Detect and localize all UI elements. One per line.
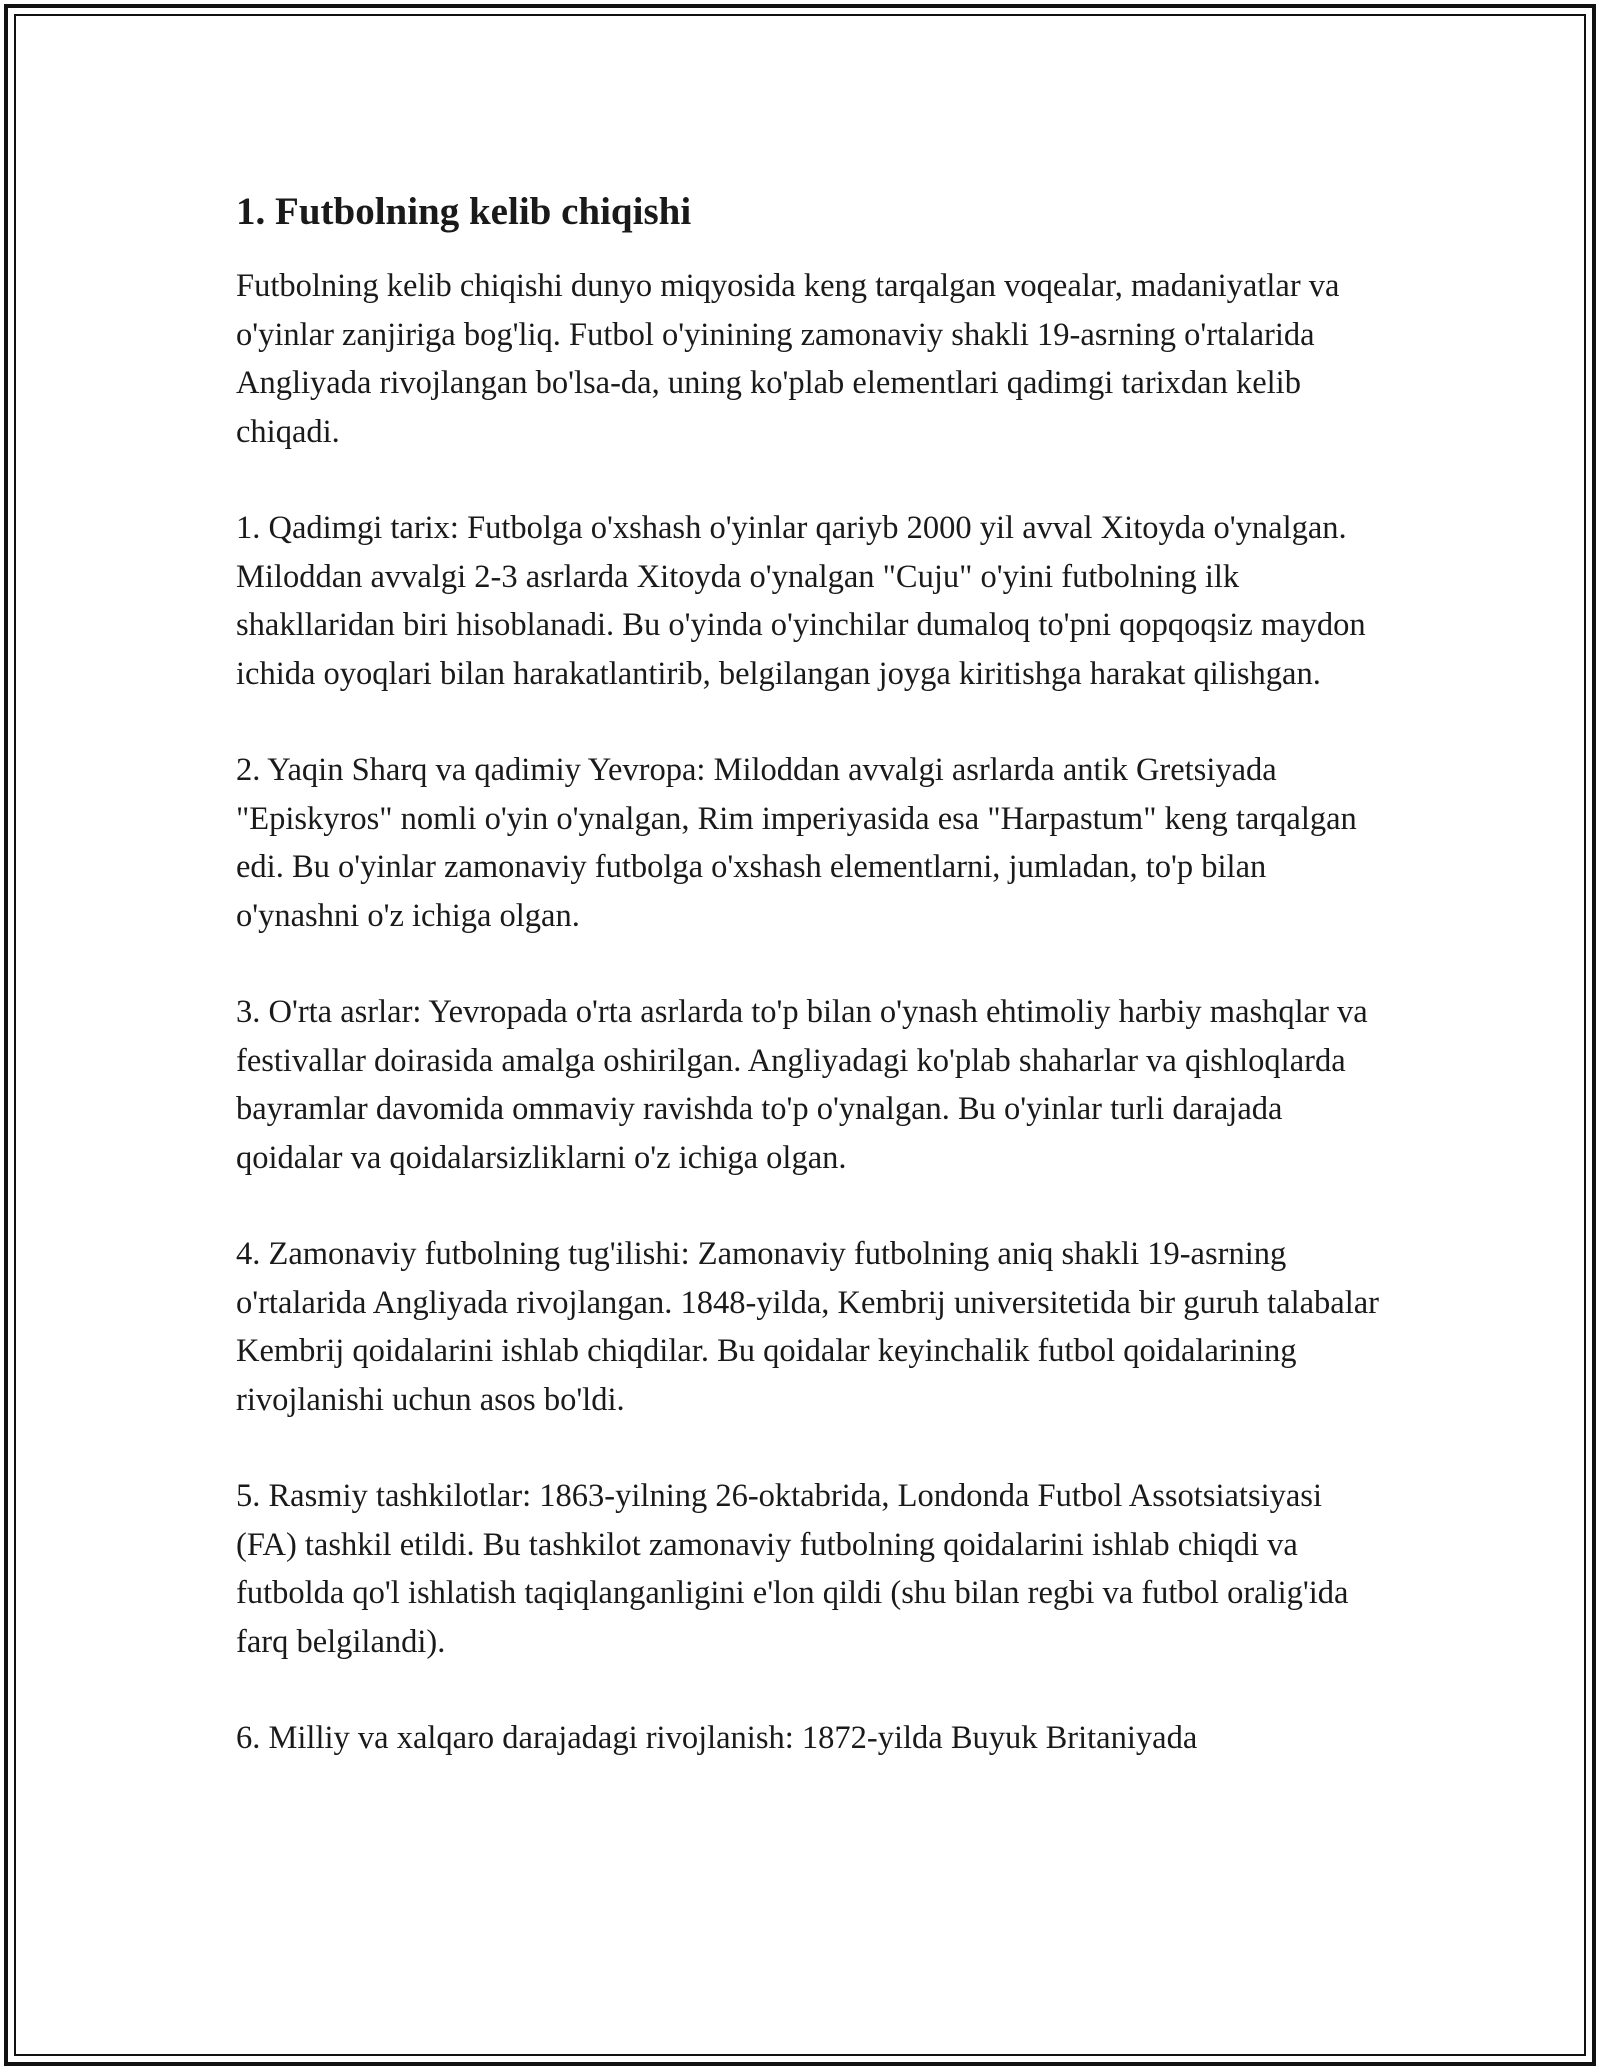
document-body — [236, 186, 1386, 1811]
intro-paragraph: Futbolning kelib chiqishi dunyo miqyosida keng tarqalgan voqealar, madaniyatlar va o'yinlar zanjiriga bog'liq. Futbol o'yinining zamonaviy shakli 19-asrning o'rtalarida Angliyada rivojlangan bo'lsa-da, uning ko'plab elementlari qadimgi tarixdan kelib chiqadi. — [236, 268, 1340, 450]
paragraph-national-international: 6. Milliy va xalqaro darajadagi rivojlanish: 1872-yilda Buyuk Britaniyada — [236, 1720, 1198, 1756]
paragraph-ancient-history: 1. Qadimgi tarix: Futbolga o'xshash o'yinlar qariyb 2000 yil avval Xitoyda o'ynalgan. Miloddan avvalgi 2-3 asrlarda Xitoyda o'ynalgan "Cuju" o'yini futbolning ilk shakllaridan biri hisoblanadi. Bu o'yinda o'yinchilar dumaloq to'pni qopqoqsiz maydon ichida oyoqlari bilan harakatlantirib, belgilangan joyga kiritishga harakat qilishgan. — [236, 510, 1366, 692]
paragraph-official-organizations: 5. Rasmiy tashkilotlar: 1863-yilning 26-oktabrida, Londonda Futbol Assotsiatsiyasi (FA) tashkil etildi. Bu tashkilot zamonaviy futbolning qoidalarini ishlab chiqdi va futbolda qo'l ishlatish taqiqlanganligini e'lon qildi (shu bilan regbi va futbol oralig'ida farq belgilandi). — [236, 1478, 1349, 1660]
paragraph-modern-football: 4. Zamonaviy futbolning tug'ilishi: Zamonaviy futbolning aniq shakli 19-asrning o'rtalarida Angliyada rivojlangan. 1848-yilda, Kembrij universitetida bir guruh talabalar Kembrij qoidalarini ishlab chiqdilar. Bu qoidalar keyinchalik futbol qoidalarining rivojlanishi uchun asos bo'ldi. — [236, 1236, 1380, 1418]
paragraph-near-east-europe: 2. Yaqin Sharq va qadimiy Yevropa: Miloddan avvalgi asrlarda antik Gretsiyada "Episkyros" nomli o'yin o'ynalgan, Rim imperiyasida esa "Harpastum" keng tarqalgan edi. Bu o'yinlar zamonaviy futbolga o'xshash elementlarni, jumladan, to'p bilan o'ynashni o'z ichiga olgan. — [236, 752, 1357, 934]
paragraph-middle-ages: 3. O'rta asrlar: Yevropada o'rta asrlarda to'p bilan o'ynash ehtimoliy harbiy mashqlar va festivallar doirasida amalga oshirilgan. Angliyadagi ko'plab shaharlar va qishloqlarda bayramlar davomida ommaviy ravishda to'p o'ynalgan. Bu o'yinlar turli darajada qoidalar va qoidalarsizliklarni o'z ichiga olgan. — [236, 994, 1368, 1176]
section-heading: 1. Futbolning kelib chiqishi — [236, 190, 692, 233]
